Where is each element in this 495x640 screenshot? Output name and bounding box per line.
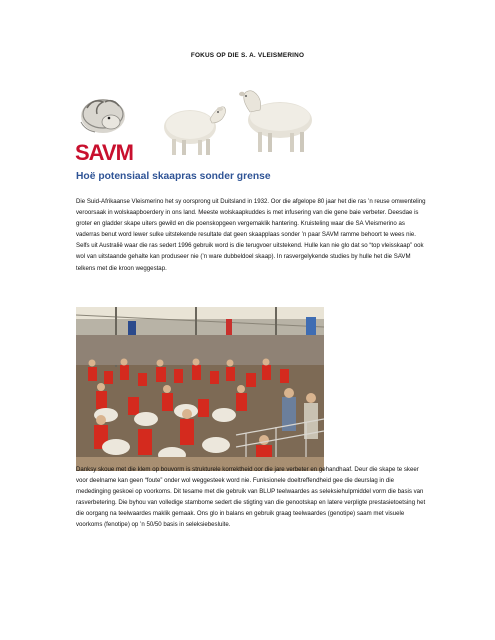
article-paragraph-1: Die Suid-Afrikaanse Vleismerino het sy oorsprong uit Duitsland in 1932. Oor die afgelope 80 jaar het die ras ’n reuse omwenteling veroorsaak in wolskaapboerdery in ons land. Meeste wolskaapkuddes is met infusering van die gene baie verbeter. Deesdae is groter en gladder skape uiters gewild en die poenskopgeen vergemaklik hantering. Kruisteling waar die SA Vleismerino as vaderras benut word lewer sulke uitstekende resultate dat geen skaapplaas sonder ’n paar SAVM ramme behoort te wees nie. Selfs uit Australië waar die ras sedert 1996 gebruik word is die terugvoer uitstekend. Hulle kan nie glo dat so “top vleisskaap” ook wol van uitstaande gehalte kan produseer nie (’n ware dubbeldoel skaap). In rasvergelykende studies by hulle het die SAVM telkens met die kroon weggestap. bbox=[76, 198, 426, 272]
page-header-title: FOKUS OP DIE S. A. VLEISMERINO bbox=[190, 52, 305, 59]
sheep-photo-right bbox=[230, 82, 318, 154]
sheep-photo-left bbox=[158, 93, 228, 158]
logo-text: SAVM bbox=[75, 140, 133, 164]
article-paragraph-2: Danksy skoue met die klem op bouvorm is strukturele korrektheid oor die jare verbeter en gehandhaaf. Deur die skape te skeer voor deelname kan geen “foute” onder wol weggesteek word nie. Funksionele doeltreffendheid gee die deurslag in die mededinging geskoei op voorkoms. Dit tesame met die gebruik van BLUP teelwaardes as seleksiehulpmiddel vorm die basis van rasverbetering. Die byhou van volledige stambome sedert die stigting van die genootskap en latere verpligte prestasietoetsing het die oorgang na teelwaardes maklik gemaak. Ons glo in balans en gebruik graag teelwaardes (genotipe) saam met visuele voorkoms (fenotipe) op ’n 50/50 basis in seleksiebesluite. bbox=[76, 466, 426, 529]
article-headline: Hoë potensiaal skaapras sonder grense bbox=[76, 171, 271, 182]
sheep-show-photo bbox=[76, 307, 324, 471]
